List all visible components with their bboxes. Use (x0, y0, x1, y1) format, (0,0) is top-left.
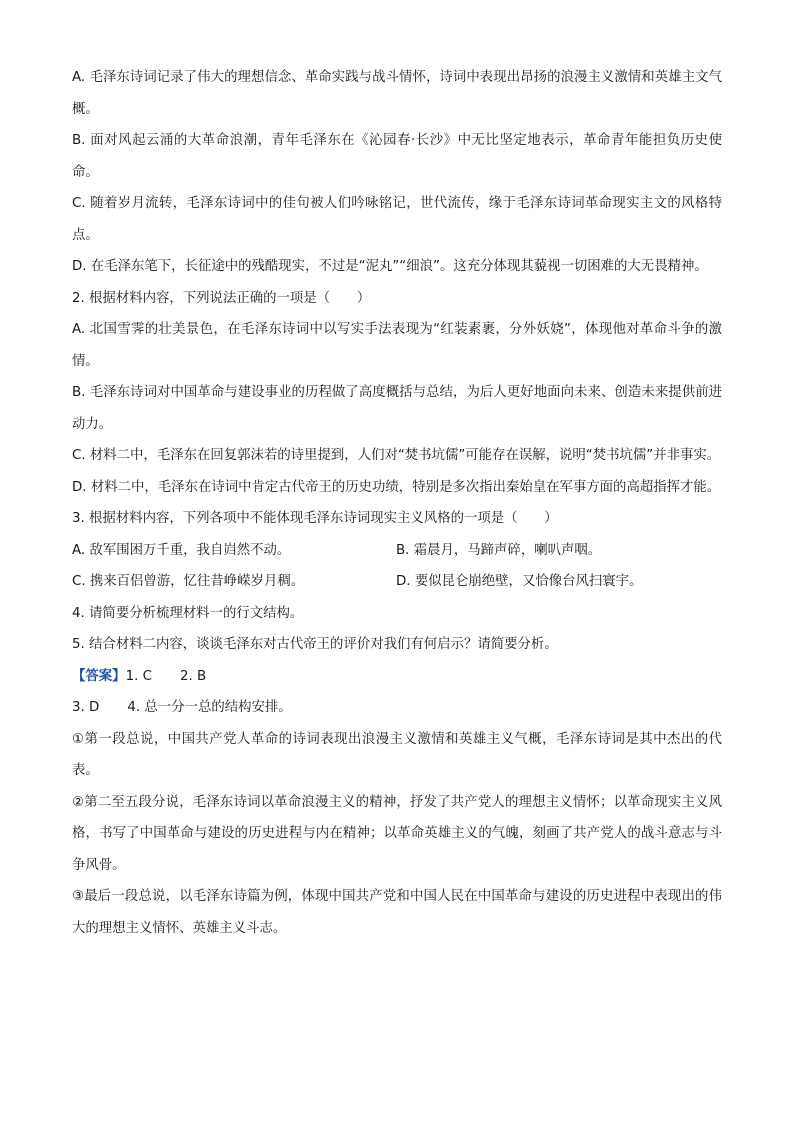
q2-option-b: B. 毛泽东诗词对中国革命与建设事业的历程做了高度概括与总结，为后人更好地面向未来、创造未来提供前进动力。 (72, 385, 722, 432)
q2-option-a: A. 北国雪霁的壮美景色，在毛泽东诗词中以写实手法表现为“红装素裹，分外妖娆”，体现他对革命斗争的激情。 (72, 322, 722, 369)
answer-point-3: ③最后一段总说，以毛泽东诗篇为例，体现中国共产党和中国人民在中国革命与建设的历史进程中表现出的伟大的理想主义情怀、英雄主义斗志。 (72, 889, 722, 936)
answer-1: 1. C (125, 668, 152, 684)
answer-2: 2. B (179, 668, 207, 684)
q1-option-a: A. 毛泽东诗词记录了伟大的理想信念、革命实践与战斗情怀，诗词中表现出昂扬的浪漫主义激情和英雄主文气概。 (72, 70, 722, 117)
q3-option-a: A. 敌军围困万千重，我自岿然不动。 (72, 542, 291, 558)
answer-4: 4. 总一分一总的结构安排。 (127, 700, 292, 715)
q3-options-row-1 (72, 535, 722, 567)
q4-stem: 4. 请简要分析梳理材料一的行文结构。 (72, 605, 304, 621)
answer-point-1: ①第一段总说，中国共产党人革命的诗词表现出浪漫主义激情和英雄主义气概，毛泽东诗词是其中杰出的代表。 (72, 731, 722, 778)
q2-stem: 2. 根据材料内容，下列说法正确的一项是（ ） (72, 290, 371, 306)
answer-3: 3. D (72, 700, 100, 715)
q1-option-b: B. 面对风起云涌的大革命浪潮，青年毛泽东在《沁园春·长沙》中无比坚定地表示，革命青年能担负历史使命。 (72, 133, 722, 180)
q3-options-row-2 (72, 566, 722, 598)
q1-option-c: C. 随着岁月流转，毛泽东诗词中的佳句被人们吟咏铭记，世代流传，缘于毛泽东诗词革命现实主文的风格特点。 (72, 196, 722, 243)
q2-option-c: C. 材料二中，毛泽东在回复郭沫若的诗里提到，人们对“焚书坑儒”可能存在误解，说明“焚书坑儒”并非事实。 (72, 448, 721, 463)
q5-stem: 5. 结合材料二内容，谈谈毛泽东对古代帝王的评价对我们有何启示？请简要分析。 (72, 637, 558, 652)
answer-line-1 (72, 661, 722, 693)
q3-option-d: D. 要似昆仑崩绝壁，又恰像台风扫寰宇。 (396, 574, 643, 589)
q3-stem: 3. 根据材料内容，下列各项中不能体现毛泽东诗词现实主义风格的一项是（ ） (72, 511, 558, 526)
q1-option-d: D. 在毛泽东笔下，长征途中的残酷现实，不过是“泥丸”“细浪”。这充分体现其藐视一切困难的大无畏精神。 (72, 259, 708, 274)
q3-option-c: C. 携来百侣曾游，忆往昔峥嵘岁月稠。 (72, 574, 305, 589)
answer-point-2: ②第二至五段分说，毛泽东诗词以革命浪漫主义的精神，抒发了共产党人的理想主义情怀；以革命现实主义风格，书写了中国革命与建设的历史进程与内在精神；以革命英雄主义的气魄，刻画了共产党人的战斗意志与斗争风骨。 (72, 794, 722, 873)
answer-line-2 (72, 692, 722, 724)
q3-option-b: B. 霜晨月，马蹄声碎，喇叭声咽。 (396, 542, 602, 558)
q2-option-d: D. 材料二中，毛泽东在诗词中肯定古代帝王的历史功绩，特别是多次指出秦始皇在军事方面的高超指挥才能。 (72, 479, 721, 495)
answer-tag: 【答案】 (72, 668, 126, 684)
